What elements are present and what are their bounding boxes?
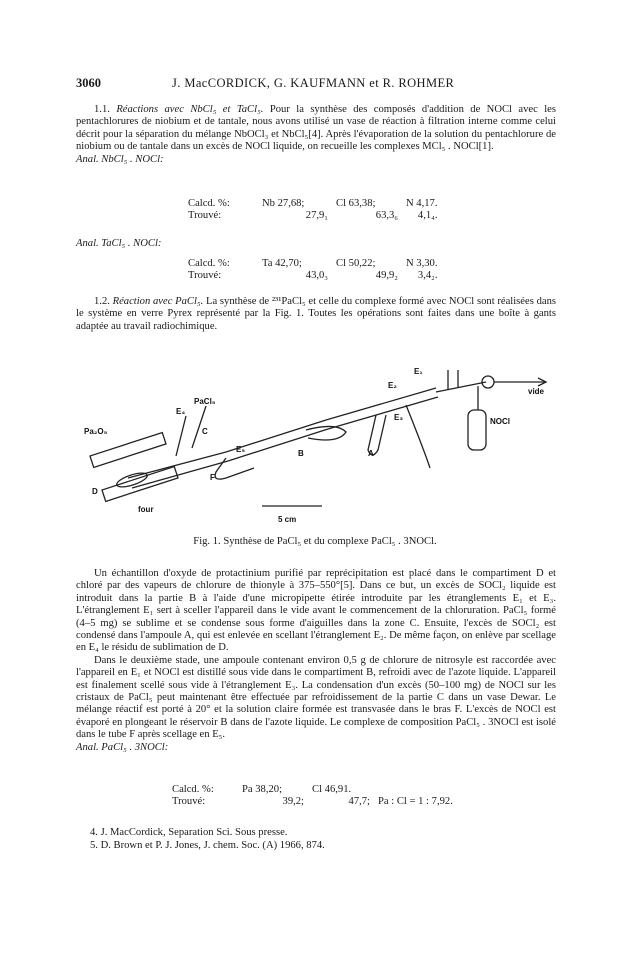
table-cell: Calcd. %: (188, 258, 230, 269)
table-cell: Nb 27,68; (262, 198, 305, 209)
section-1-2 (76, 296, 556, 333)
label-a: A (368, 449, 374, 458)
table-row (188, 210, 446, 222)
analysis-table-nb (188, 198, 446, 223)
label-pacl5: PaCl₅ (194, 397, 216, 406)
author-line: J. MacCORDICK, G. KAUFMANN et R. ROHMER (172, 76, 455, 90)
section-1-2-text: La synthèse de ²³¹PaCl₅ et celle du complexe formé avec NOCl sont réalisées dans le système en verre Pyrex représenté par la Fig. 1. Toutes les opérations sont faites dans une boîte à gants adaptée au travail radiochimique. (76, 296, 556, 332)
table-cell: Cl 46,91. (312, 784, 352, 795)
label-f: F (210, 473, 215, 482)
table-cell: Cl 50,22; (336, 258, 376, 269)
label-e2: E₂ (388, 381, 397, 390)
table-row (188, 258, 446, 270)
paragraph: Un échantillon d'oxyde de protactinium purifié par reprécipitation est placé dans le compartiment D et chloré par des vapeurs de chlorure de thionyle à 375–550°[5]. Dans ce but, un excès de SOCl₂ liquide est introduit dans la partie B à l'aide d'une micropipette étirée introduite par les étranglements E₁ et E₃. L'étranglement E₁ sert à sceller l'appareil dans le vide avant le commencement de la chloruration. PaCl₅ formé (4–5 mg) se sublime et se condense sous forme d'aiguilles dans la zone C. Ensuite, l'excès de SOCl₂ est condensé dans l'ampoule A, qui est enlevée en scellant l'étranglement E₂. De même façon, on enlève par scellage en E₄ le résidu de sublimation de D. (76, 568, 556, 654)
reference-item: 5. D. Brown et P. J. Jones, J. chem. Soc. (A) 1966, 874. (90, 840, 325, 851)
section-1-1 (76, 104, 556, 166)
table-cell: 39,2; (282, 796, 304, 808)
table-cell (378, 784, 461, 796)
table-cell: Ta 42,70; (262, 258, 302, 269)
table-cell: Cl 63,38; (336, 198, 376, 209)
label-e1: E₁ (414, 367, 423, 376)
table-cell: Trouvé: (188, 210, 222, 222)
figure-caption: Fig. 1. Synthèse de PaCl₅ et du complexe PaCl₅ . 3NOCl. (193, 536, 437, 547)
anal-ta-block (76, 238, 556, 250)
anal-ta-label: Anal. TaCl₅ . NOCl: (76, 238, 162, 249)
table-row (188, 198, 446, 210)
table-cell: 3,4₂. (417, 270, 438, 282)
paragraph: Dans le deuxième stade, une ampoule contenant environ 0,5 g de chlorure de nitrosyle est raccordée avec l'appareil en E₁ et NOCl est distillé sous vide dans le compartiment B, refroidi avec de l'azote liquide. L'appareil est finalement scellé sous vide à l'étranglement E₃. La condensation d'un excès (50–100 mg) de NOCl sur les cristaux de PaCl₅ peut maintenant être effectuée par refroidissement de la partie C dans un vase Dewar. Le mélange réactif est porté à 20° et la solution claire formée est transvasée dans le bras F. L'excès de NOCl est évaporé en plongeant le réservoir B dans de l'azote liquide. Le complexe de composition PaCl₅ . 3NOCl est isolé dans le tube F après scellage en E₅. (76, 654, 556, 741)
references (90, 826, 550, 852)
label-vide: vide (528, 387, 545, 396)
table-cell: 43,0₃ (305, 270, 328, 282)
reference-item: 4. J. MacCordick, Separation Sci. Sous presse. (90, 827, 288, 838)
table-cell: 27,9₁ (305, 210, 328, 222)
label-nocl: NOCl (490, 417, 510, 426)
section-1-1-title: Réactions avec NbCl₅ et TaCl₅. (116, 104, 264, 115)
label-e4: E₄ (176, 407, 186, 416)
table-cell: N 4,17. (406, 198, 438, 209)
table-row (172, 784, 461, 796)
label-e5: E₅ (236, 445, 246, 454)
table-cell: 63,3₆ (375, 210, 398, 222)
table-row (188, 270, 446, 282)
label-b: B (298, 449, 304, 458)
label-pa2o5: Pa₂O₅ (84, 427, 108, 436)
table-cell: 47,7; (348, 796, 370, 808)
table-cell: Pa : Cl = 1 : 7,92. (378, 796, 453, 808)
section-1-1-text: Pour la synthèse des composés d'addition de NOCl avec les pentachlorures de niobium et de tantale, nous avons utilisé un vase de réaction à filtration interne comme celui décrit pour la séparation du mélange NbOCl₃ et NbCl₅[4]. Après l'évaporation de la solution du pentachlorure de niobium ou de tantale dans un excès de NOCl liquide, on recueille les complexes MCl₅ . NOCl[1]. (76, 104, 556, 153)
analysis-table-ta (188, 258, 446, 283)
running-head (76, 76, 554, 92)
table-cell: Calcd. %: (172, 784, 214, 795)
anal-nb-label: Anal. NbCl₅ . NOCl: (76, 153, 164, 165)
table-cell: Trouvé: (172, 796, 206, 808)
label-e3: E₃ (394, 413, 404, 422)
analysis-table-pa (172, 784, 461, 809)
table-row (172, 796, 461, 808)
label-four: four (138, 505, 154, 514)
table-cell: Trouvé: (188, 270, 222, 282)
body-text (76, 568, 556, 754)
section-1-2-title: Réaction avec PaCl₅. (112, 296, 204, 307)
page-number: 3060 (76, 76, 101, 90)
section-1-1-number: 1.1. (94, 104, 110, 115)
table-cell: 49,9₂ (375, 270, 398, 282)
table-cell: 4,1₄. (417, 210, 438, 222)
label-d: D (92, 487, 98, 496)
section-1-2-number: 1.2. (94, 296, 110, 307)
label-c: C (202, 427, 208, 436)
table-cell: Calcd. %: (188, 198, 230, 209)
label-scale: 5 cm (278, 515, 297, 524)
table-cell: N 3,30. (406, 258, 438, 269)
anal-pa-label: Anal. PaCl₅ . 3NOCl: (76, 741, 169, 753)
apparatus-figure (76, 360, 554, 530)
table-cell: Pa 38,20; (242, 784, 283, 795)
